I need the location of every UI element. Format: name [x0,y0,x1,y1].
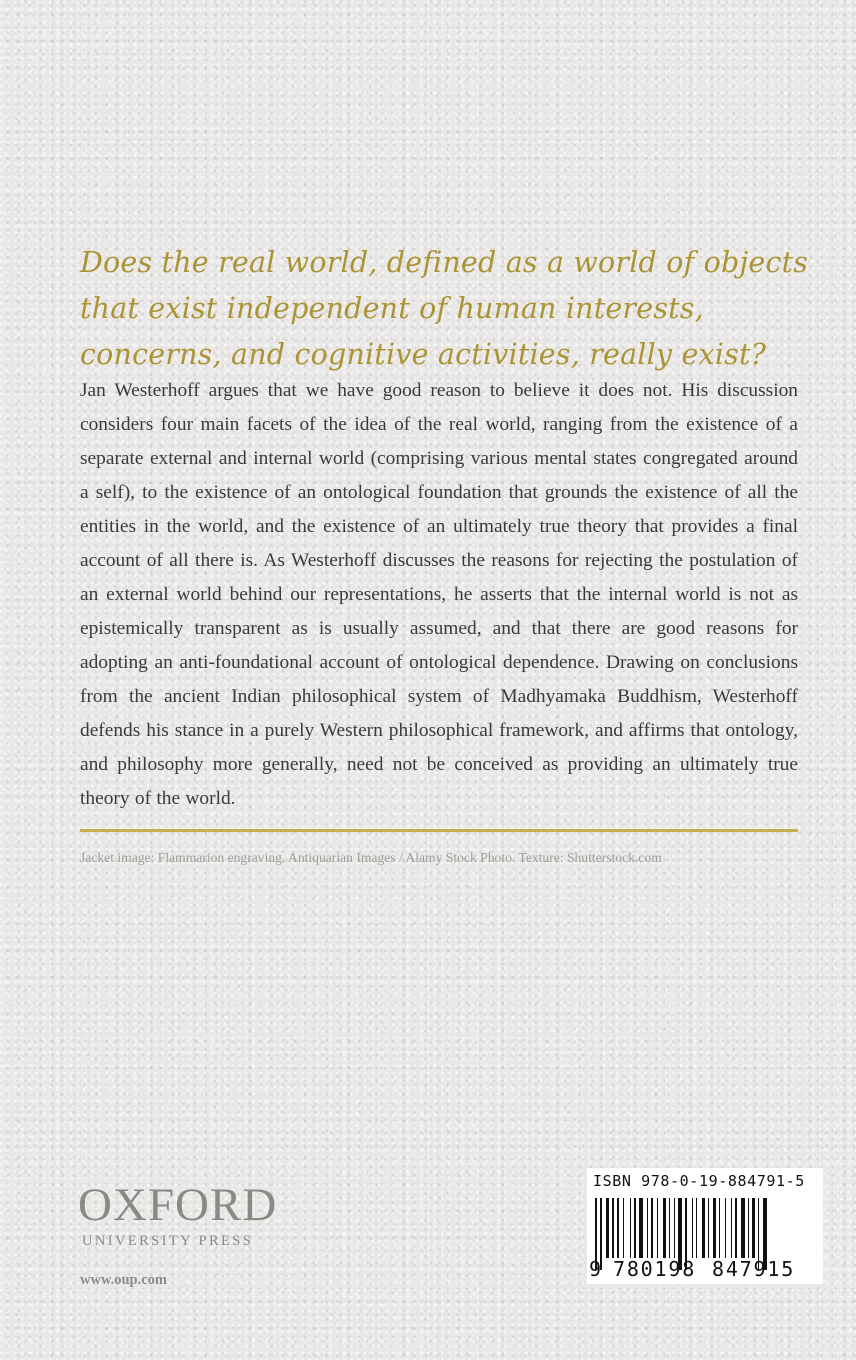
barcode-bar [735,1198,737,1258]
barcode-bar [669,1198,670,1258]
barcode-bar [713,1198,715,1258]
barcode-bars [595,1198,817,1258]
publisher-website: www.oup.com [80,1272,168,1288]
barcode-bar [674,1198,675,1258]
barcode-bar [708,1198,709,1258]
barcode-bar [692,1198,693,1258]
barcode-bar [741,1198,745,1258]
barcode-bar [634,1198,636,1258]
barcode-bar [612,1198,613,1258]
barcode-bar [725,1198,726,1258]
barcode-bar [731,1198,732,1258]
barcode-bar [748,1198,749,1258]
barcode-bar [719,1198,720,1258]
headline-question: Does the real world, defined as a world of objects that exist independent of human interests, concerns, and cognitive activities, really exist? [80,246,809,371]
barcode-bar [752,1198,754,1258]
barcode-bar [663,1198,665,1258]
barcode-first-digit: 9 [589,1257,603,1281]
barcode-bar [651,1198,652,1258]
barcode-digits [587,1256,823,1282]
barcode-bar [617,1198,619,1258]
barcode-bar [623,1198,624,1258]
barcode-bar [639,1198,643,1258]
divider-rule [80,829,798,832]
barcode-bar [630,1198,631,1258]
jacket-credit: Jacket image: Flammarion engraving. Antiquarian Images / Alamy Stock Photo. Texture: Shutterstock.com [80,850,662,865]
barcode-bar [657,1198,658,1258]
barcode-bar [606,1198,610,1258]
barcode-bar [702,1198,704,1258]
isbn-label: ISBN 978-0-19-884791-5 [593,1172,805,1190]
publisher-name: OXFORD [78,1179,278,1231]
barcode-bar [647,1198,648,1258]
isbn-barcode [587,1168,823,1284]
barcode-bar [696,1198,697,1258]
barcode-digit-group-right: 847915 [712,1257,796,1281]
blurb-paragraph: Jan Westerhoff argues that we have good reason to believe it does not. His discussion considers four main facets of the idea of the real world, ranging from the existence of a separate external and internal world (comprising various mental states congregated around a self), to the existence of an ontological foundation that grounds the existence of all the entities in the world, and the existence of an ultimately true theory that provides a final account of all there is. As Westerhoff discusses the reasons for rejecting the postulation of an external world behind our representations, he asserts that the internal world is not as epistemically transparent as is usually assumed, and that there are good reasons for adopting an anti-foundational account of ontological dependence. Drawing on conclusions from the ancient Indian philosophical system of Madhyamaka Buddhism, Westerhoff defends his stance in a purely Western philosophical framework, and affirms that ontology, and philosophy more generally, need not be conceived as providing an ultimately true theory of the world. [80,380,798,809]
barcode-digit-group-left: 780198 [613,1257,697,1281]
publisher-subtitle: UNIVERSITY PRESS [82,1233,254,1249]
publisher-logo [78,1180,298,1250]
